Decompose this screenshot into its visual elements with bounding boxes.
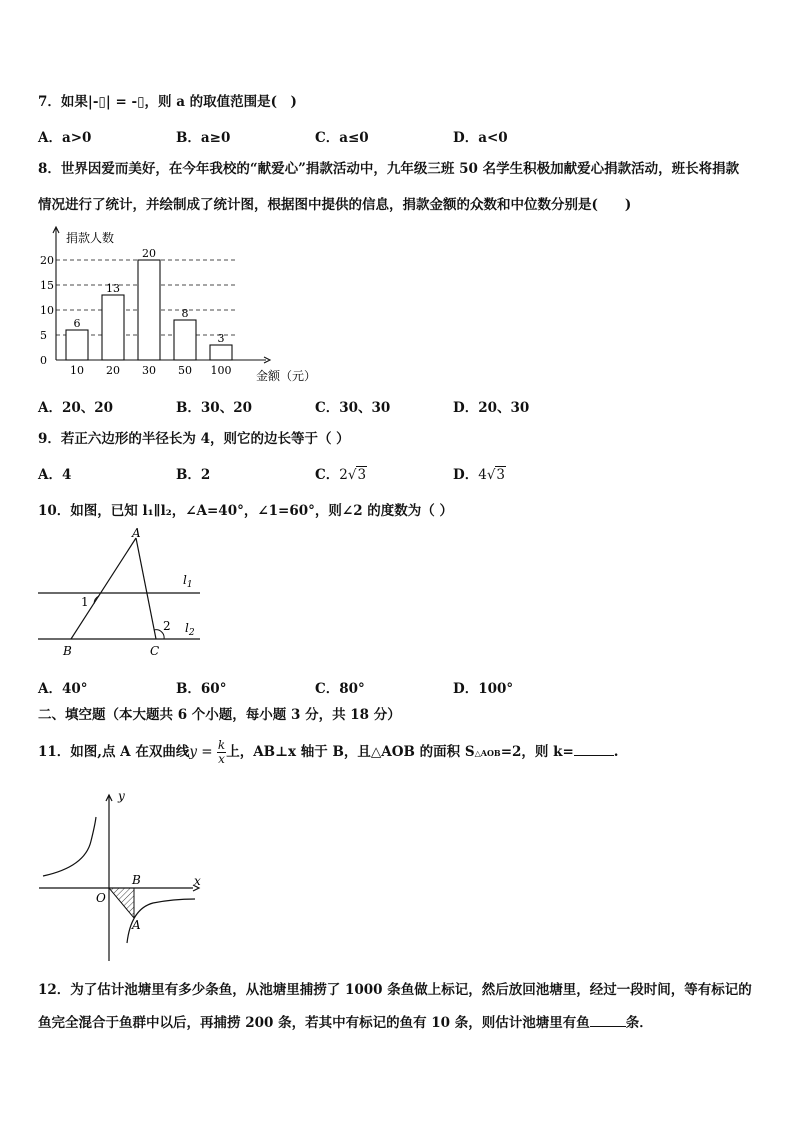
label-B: B <box>63 644 72 658</box>
segment-AB <box>71 538 136 639</box>
q11-answer-blank[interactable] <box>574 755 614 756</box>
x-axis-label: 金额（元） <box>256 369 317 383</box>
bar-value-label-100: 3 <box>217 332 225 345</box>
q7-option-a[interactable]: A．a>0 <box>38 130 92 146</box>
q8-option-a[interactable]: A．20、20 <box>38 400 114 416</box>
q9-option-d[interactable]: D．4√3 <box>453 467 506 483</box>
bar-100 <box>210 345 232 360</box>
section-2-title: 二、填空题（本大题共 6 个小题，每小题 3 分，共 18 分） <box>38 707 401 723</box>
q12-stem-line1: 12．为了估计池塘里有多少条鱼，从池塘里捕捞了 1000 条鱼做上标记，然后放回池塘里，经过一段时间，等有标记的 <box>38 982 752 998</box>
q9-option-b[interactable]: B．2 <box>176 467 211 483</box>
q10-parallel-lines-figure <box>30 526 210 662</box>
y-tick-label-20: 20 <box>40 254 54 267</box>
donation-bar-chart <box>30 222 340 390</box>
q10-stem: 10．如图，已知 l₁∥l₂，∠A=40°，∠1=60°，则∠2 的度数为（ ） <box>38 503 454 519</box>
label-l1: $l_1$ <box>183 573 193 590</box>
q8-option-b[interactable]: B．30、20 <box>176 400 252 416</box>
y-tick-label-5: 5 <box>40 329 47 342</box>
q7-option-b[interactable]: B．a≥0 <box>176 130 231 146</box>
label-A: A <box>132 918 141 932</box>
y-tick-label-10: 10 <box>40 304 54 317</box>
q7-option-c[interactable]: C．a≤0 <box>315 130 369 146</box>
y-tick-label-0: 0 <box>40 354 47 367</box>
label-B: B <box>132 873 141 887</box>
bar-20 <box>102 295 124 360</box>
q10-option-d[interactable]: D．100° <box>453 681 514 697</box>
q9-option-a[interactable]: A．4 <box>38 467 72 483</box>
q12-stem-line2: 鱼完全混合于鱼群中以后，再捕捞 200 条，若其中有标记的鱼有 10 条，则估计池塘里有鱼 条． <box>38 1015 653 1031</box>
hyperbola-branch-2nd-quadrant <box>43 817 96 876</box>
label-C: C <box>150 644 160 658</box>
label-O: O <box>96 891 106 905</box>
label-x: x <box>194 874 201 888</box>
label-l2: $l_2$ <box>185 621 195 638</box>
q8-option-c[interactable]: C．30、30 <box>315 400 391 416</box>
x-tick-label-20: 20 <box>106 364 120 377</box>
q8-stem-line1: 8．世界因爱而美好，在今年我校的“献爱心”捐款活动中，九年级三班 50 名学生积极加献爱心捐款活动，班长将捐款 <box>38 161 740 177</box>
x-tick-label-100: 100 <box>210 364 232 377</box>
y-axis-label: 捐款人数 <box>66 231 115 245</box>
q11-stem: 11．如图,点 A 在双曲线y = $\frac{k}{x}$ 上，AB⊥x 轴于 B，且△AOB 的面积 S△AOB=2，则 k= . <box>38 738 619 766</box>
bar-30 <box>138 260 160 360</box>
q7-option-d[interactable]: D．a<0 <box>453 130 508 146</box>
q10-option-c[interactable]: C．80° <box>315 681 365 697</box>
x-tick-label-50: 50 <box>178 364 192 377</box>
y-tick-label-15: 15 <box>40 279 54 292</box>
bar-value-label-30: 20 <box>142 247 156 260</box>
q8-stem-line2: 情况进行了统计，并绘制成了统计图，根据图中提供的信息，捐款金额的众数和中位数分别是( ) <box>38 197 632 213</box>
label-A: A <box>132 526 141 540</box>
x-tick-label-30: 30 <box>142 364 156 377</box>
bar-value-label-10: 6 <box>73 317 81 330</box>
bar-value-label-20: 13 <box>106 282 120 295</box>
bar-10 <box>66 330 88 360</box>
x-tick-label-10: 10 <box>70 364 84 377</box>
q7-stem: 7．如果|-▯| = -▯，则 a 的取值范围是( ) <box>38 94 297 110</box>
triangle-AOB-shaded <box>109 888 134 918</box>
q9-option-c[interactable]: C．2√3 <box>315 467 367 483</box>
q12-answer-blank[interactable] <box>590 1026 626 1027</box>
bar-50 <box>174 320 196 360</box>
label-angle-2: 2 <box>163 619 171 633</box>
q9-stem: 9．若正六边形的半径长为 4，则它的边长等于（ ） <box>38 431 350 447</box>
q11-hyperbola-figure <box>35 785 210 965</box>
bar-value-label-50: 8 <box>181 307 189 320</box>
fraction-k-over-x: $\frac{k}{x}$ <box>217 738 226 766</box>
q10-option-a[interactable]: A．40° <box>38 681 88 697</box>
label-y: y <box>118 789 125 803</box>
label-angle-1: 1 <box>81 595 89 609</box>
q8-option-d[interactable]: D．20、30 <box>453 400 530 416</box>
q7-expression: -▯| = -▯ <box>92 94 145 110</box>
segment-AC <box>136 538 156 639</box>
q10-option-b[interactable]: B．60° <box>176 681 227 697</box>
